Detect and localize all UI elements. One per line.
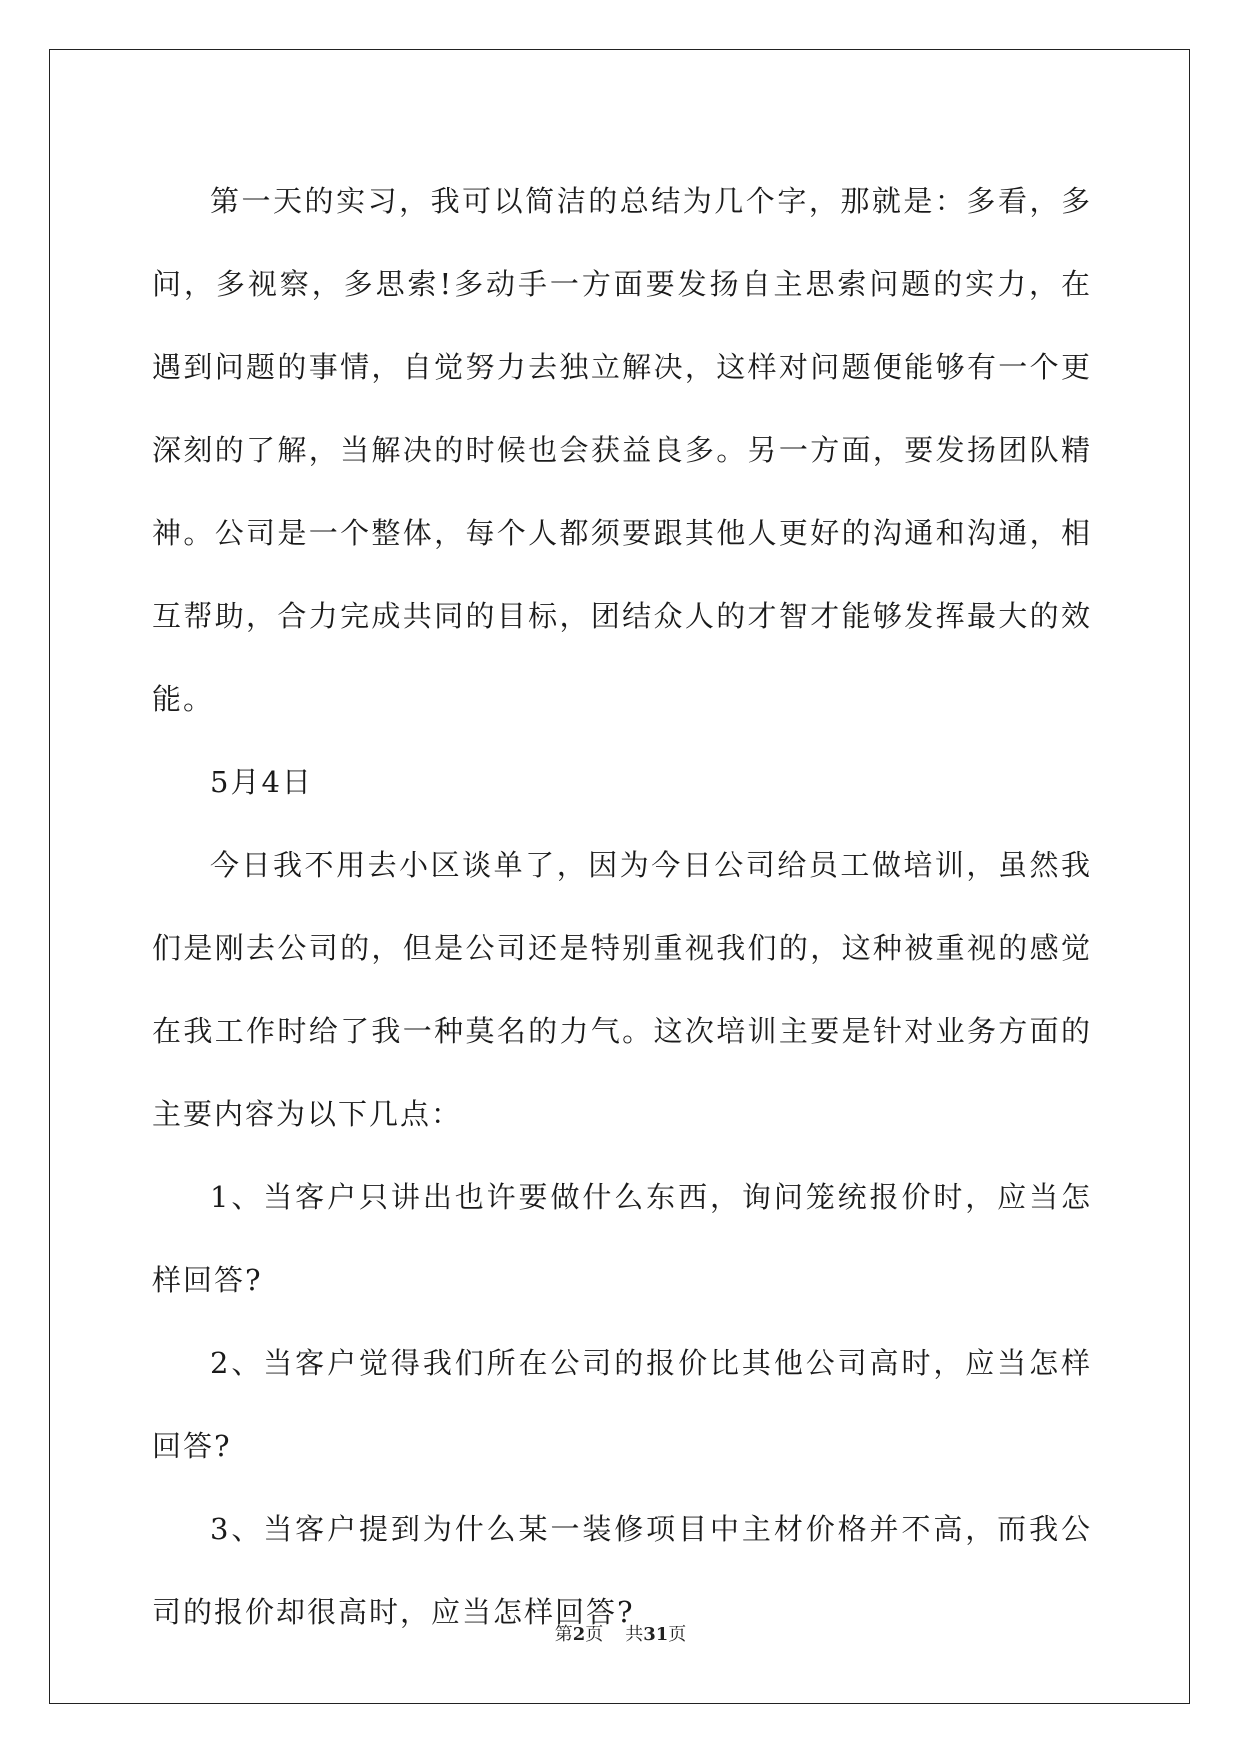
paragraph: 今日我不用去小区谈单了，因为今日公司给员工做培训，虽然我们是刚去公司的，但是公司还是特别重视我们的，这种被重视的感觉在我工作时给了我一种莫名的力气。这次培训主要是针对业务方面的主要内容为以下几点： [152, 848, 1092, 1131]
footer-page-prefix: 第 [554, 1624, 573, 1645]
footer-page-suffix: 页 [585, 1624, 604, 1645]
list-item: 2、当客户觉得我们所在公司的报价比其他公司高时，应当怎样回答? [152, 1346, 1092, 1463]
document-body [152, 160, 1092, 1654]
paragraph: 第一天的实习，我可以简洁的总结为几个字，那就是：多看，多问，多视察，多思索!多动手一方面要发扬自主思索问题的实力，在遇到问题的事情，自觉努力去独立解决，这样对问题便能够有一个更深刻的了解，当解决的时候也会获益良多。另一方面，要发扬团队精神。公司是一个整体，每个人都须要跟其他人更好的沟通和沟通，相互帮助，合力完成共同的目标，团结众人的才智才能够发挥最大的效能。 [152, 184, 1092, 716]
total-pages: 31 [643, 1624, 669, 1645]
date-heading: 5月4日 [210, 765, 313, 799]
footer-total-suffix: 页 [668, 1624, 687, 1645]
list-item: 1、当客户只讲出也许要做什么东西，询问笼统报价时，应当怎样回答? [152, 1180, 1092, 1297]
list-item: 3、当客户提到为什么某一装修项目中主材价格并不高，而我公司的报价却很高时，应当怎样回答? [152, 1512, 1092, 1629]
page-number: 2 [572, 1624, 586, 1645]
footer-total-prefix: 共 [625, 1624, 644, 1645]
page-footer [0, 1620, 1241, 1646]
